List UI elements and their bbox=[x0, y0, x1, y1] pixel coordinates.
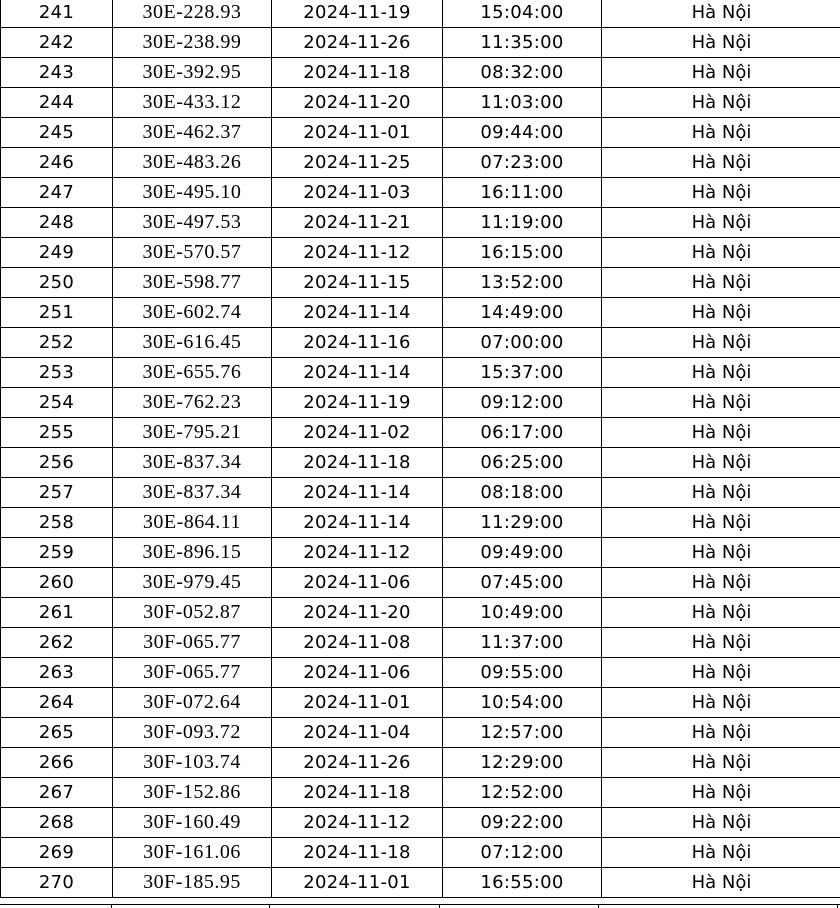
time-cell: 11:19:00 bbox=[443, 208, 602, 238]
time-cell: 14:49:00 bbox=[443, 298, 602, 328]
time-cell: 09:12:00 bbox=[443, 388, 602, 418]
date-cell: 2024-11-25 bbox=[272, 148, 443, 178]
location-cell: Hà Nội bbox=[602, 118, 840, 148]
time-cell: 12:52:00 bbox=[443, 778, 602, 808]
date-cell: 2024-11-01 bbox=[272, 688, 443, 718]
row-index-cell: 269 bbox=[1, 838, 113, 868]
date-cell: 2024-11-01 bbox=[272, 118, 443, 148]
date-cell: 2024-11-08 bbox=[272, 628, 443, 658]
location-cell: Hà Nội bbox=[602, 298, 840, 328]
date-cell: 2024-11-18 bbox=[272, 58, 443, 88]
plate-number-cell: 30E-979.45 bbox=[113, 568, 272, 598]
time-cell: 16:11:00 bbox=[443, 178, 602, 208]
table-row bbox=[1, 58, 840, 88]
location-cell: Hà Nội bbox=[602, 718, 840, 748]
time-cell: 11:35:00 bbox=[443, 28, 602, 58]
location-cell: Hà Nội bbox=[602, 658, 840, 688]
location-cell: Hà Nội bbox=[602, 868, 840, 898]
location-cell: Hà Nội bbox=[602, 328, 840, 358]
plate-number-cell: 30E-837.34 bbox=[113, 448, 272, 478]
date-cell: 2024-11-01 bbox=[272, 868, 443, 898]
plate-number-cell: 30F-185.95 bbox=[113, 868, 272, 898]
location-cell: Hà Nội bbox=[602, 178, 840, 208]
row-index-cell: 242 bbox=[1, 28, 113, 58]
plate-number-cell: 30E-896.15 bbox=[113, 538, 272, 568]
plate-number-cell: 30F-103.74 bbox=[113, 748, 272, 778]
plate-number-cell: 30E-602.74 bbox=[113, 298, 272, 328]
row-index-cell: 258 bbox=[1, 508, 113, 538]
location-cell: Hà Nội bbox=[602, 598, 840, 628]
plate-number-cell: 30E-483.26 bbox=[113, 148, 272, 178]
row-index-cell: 259 bbox=[1, 538, 113, 568]
location-cell: Hà Nội bbox=[602, 388, 840, 418]
table-row bbox=[1, 88, 840, 118]
plate-number-cell: 30E-616.45 bbox=[113, 328, 272, 358]
table-row bbox=[1, 628, 840, 658]
table-row bbox=[1, 658, 840, 688]
row-index-cell: 256 bbox=[1, 448, 113, 478]
row-index-cell: 244 bbox=[1, 88, 113, 118]
time-cell: 07:45:00 bbox=[443, 568, 602, 598]
row-index-cell: 247 bbox=[1, 178, 113, 208]
date-cell: 2024-11-06 bbox=[272, 568, 443, 598]
time-cell: 09:22:00 bbox=[443, 808, 602, 838]
table-row bbox=[1, 748, 840, 778]
location-cell: Hà Nội bbox=[602, 448, 840, 478]
row-index-cell: 261 bbox=[1, 598, 113, 628]
date-cell: 2024-11-12 bbox=[272, 538, 443, 568]
row-index-cell: 248 bbox=[1, 208, 113, 238]
date-cell: 2024-11-18 bbox=[272, 778, 443, 808]
row-index-cell: 260 bbox=[1, 568, 113, 598]
location-cell: Hà Nội bbox=[602, 208, 840, 238]
plate-number-cell: 30F-161.06 bbox=[113, 838, 272, 868]
time-cell: 09:49:00 bbox=[443, 538, 602, 568]
table-row bbox=[1, 868, 840, 898]
date-cell: 2024-11-19 bbox=[272, 388, 443, 418]
row-index-cell: 268 bbox=[1, 808, 113, 838]
row-index-cell: 250 bbox=[1, 268, 113, 298]
time-cell: 15:37:00 bbox=[443, 358, 602, 388]
row-index-cell: 254 bbox=[1, 388, 113, 418]
date-cell: 2024-11-26 bbox=[272, 748, 443, 778]
date-cell: 2024-11-03 bbox=[272, 178, 443, 208]
plate-number-cell: 30F-160.49 bbox=[113, 808, 272, 838]
row-index-cell: 253 bbox=[1, 358, 113, 388]
time-cell: 09:55:00 bbox=[443, 658, 602, 688]
location-cell: Hà Nội bbox=[602, 268, 840, 298]
date-cell: 2024-11-14 bbox=[272, 478, 443, 508]
date-cell: 2024-11-21 bbox=[272, 208, 443, 238]
table-row bbox=[1, 598, 840, 628]
time-cell: 12:57:00 bbox=[443, 718, 602, 748]
row-index-cell: 262 bbox=[1, 628, 113, 658]
plate-number-cell: 30E-462.37 bbox=[113, 118, 272, 148]
location-cell: Hà Nội bbox=[602, 238, 840, 268]
location-cell: Hà Nội bbox=[602, 508, 840, 538]
table-row bbox=[1, 178, 840, 208]
time-cell: 16:55:00 bbox=[443, 868, 602, 898]
date-cell: 2024-11-18 bbox=[272, 448, 443, 478]
plate-number-cell: 30F-052.87 bbox=[113, 598, 272, 628]
time-cell: 07:00:00 bbox=[443, 328, 602, 358]
location-cell: Hà Nội bbox=[602, 688, 840, 718]
location-cell: Hà Nội bbox=[602, 628, 840, 658]
row-index-cell: 255 bbox=[1, 418, 113, 448]
row-index-cell: 257 bbox=[1, 478, 113, 508]
table-row bbox=[1, 238, 840, 268]
table-row bbox=[1, 568, 840, 598]
table-row bbox=[1, 688, 840, 718]
time-cell: 11:03:00 bbox=[443, 88, 602, 118]
date-cell: 2024-11-12 bbox=[272, 238, 443, 268]
row-index-cell: 251 bbox=[1, 298, 113, 328]
date-cell: 2024-11-26 bbox=[272, 28, 443, 58]
date-cell: 2024-11-06 bbox=[272, 658, 443, 688]
plate-number-cell: 30E-864.11 bbox=[113, 508, 272, 538]
table-body bbox=[1, 0, 840, 898]
plate-number-cell: 30E-392.95 bbox=[113, 58, 272, 88]
location-cell: Hà Nội bbox=[602, 148, 840, 178]
row-index-cell: 245 bbox=[1, 118, 113, 148]
row-index-cell: 264 bbox=[1, 688, 113, 718]
time-cell: 09:44:00 bbox=[443, 118, 602, 148]
table-row bbox=[1, 0, 840, 28]
table-row bbox=[1, 328, 840, 358]
location-cell: Hà Nội bbox=[602, 418, 840, 448]
time-cell: 07:12:00 bbox=[443, 838, 602, 868]
plate-number-cell: 30F-093.72 bbox=[113, 718, 272, 748]
location-cell: Hà Nội bbox=[602, 478, 840, 508]
table-row bbox=[1, 508, 840, 538]
row-index-cell: 265 bbox=[1, 718, 113, 748]
row-index-cell: 267 bbox=[1, 778, 113, 808]
plate-number-cell: 30E-228.93 bbox=[113, 0, 272, 28]
date-cell: 2024-11-16 bbox=[272, 328, 443, 358]
row-index-cell: 270 bbox=[1, 868, 113, 898]
time-cell: 10:54:00 bbox=[443, 688, 602, 718]
location-cell: Hà Nội bbox=[602, 0, 840, 28]
time-cell: 11:37:00 bbox=[443, 628, 602, 658]
time-cell: 06:25:00 bbox=[443, 448, 602, 478]
date-cell: 2024-11-19 bbox=[272, 0, 443, 28]
plate-number-cell: 30F-065.77 bbox=[113, 658, 272, 688]
time-cell: 08:18:00 bbox=[443, 478, 602, 508]
table-row bbox=[1, 718, 840, 748]
location-cell: Hà Nội bbox=[602, 778, 840, 808]
table-row bbox=[1, 478, 840, 508]
date-cell: 2024-11-04 bbox=[272, 718, 443, 748]
row-index-cell: 243 bbox=[1, 58, 113, 88]
time-cell: 08:32:00 bbox=[443, 58, 602, 88]
date-cell: 2024-11-12 bbox=[272, 808, 443, 838]
date-cell: 2024-11-15 bbox=[272, 268, 443, 298]
table-row bbox=[1, 358, 840, 388]
date-cell: 2024-11-14 bbox=[272, 508, 443, 538]
row-index-cell: 249 bbox=[1, 238, 113, 268]
plate-number-cell: 30E-238.99 bbox=[113, 28, 272, 58]
plate-number-cell: 30E-495.10 bbox=[113, 178, 272, 208]
plate-number-cell: 30F-065.77 bbox=[113, 628, 272, 658]
date-cell: 2024-11-18 bbox=[272, 838, 443, 868]
date-cell: 2024-11-14 bbox=[272, 298, 443, 328]
plate-number-cell: 30E-497.53 bbox=[113, 208, 272, 238]
row-index-cell: 266 bbox=[1, 748, 113, 778]
row-index-cell: 241 bbox=[1, 0, 113, 28]
location-cell: Hà Nội bbox=[602, 538, 840, 568]
table-row bbox=[1, 538, 840, 568]
table-row bbox=[1, 838, 840, 868]
location-cell: Hà Nội bbox=[602, 748, 840, 778]
time-cell: 15:04:00 bbox=[443, 0, 602, 28]
table-row bbox=[1, 778, 840, 808]
time-cell: 06:17:00 bbox=[443, 418, 602, 448]
plate-number-cell: 30E-570.57 bbox=[113, 238, 272, 268]
table-row bbox=[1, 808, 840, 838]
date-cell: 2024-11-14 bbox=[272, 358, 443, 388]
time-cell: 07:23:00 bbox=[443, 148, 602, 178]
table-row bbox=[1, 298, 840, 328]
date-cell: 2024-11-20 bbox=[272, 598, 443, 628]
plate-number-cell: 30E-762.23 bbox=[113, 388, 272, 418]
location-cell: Hà Nội bbox=[602, 358, 840, 388]
plate-number-cell: 30E-598.77 bbox=[113, 268, 272, 298]
location-cell: Hà Nội bbox=[602, 808, 840, 838]
location-cell: Hà Nội bbox=[602, 838, 840, 868]
location-cell: Hà Nội bbox=[602, 568, 840, 598]
table-row bbox=[1, 268, 840, 298]
time-cell: 11:29:00 bbox=[443, 508, 602, 538]
plate-number-cell: 30E-795.21 bbox=[113, 418, 272, 448]
table-row bbox=[1, 28, 840, 58]
plate-number-cell: 30F-152.86 bbox=[113, 778, 272, 808]
table-row bbox=[1, 418, 840, 448]
location-cell: Hà Nội bbox=[602, 58, 840, 88]
plate-number-cell: 30E-837.34 bbox=[113, 478, 272, 508]
bottom-border bbox=[0, 904, 840, 905]
date-cell: 2024-11-02 bbox=[272, 418, 443, 448]
plate-number-cell: 30F-072.64 bbox=[113, 688, 272, 718]
location-cell: Hà Nội bbox=[602, 88, 840, 118]
date-cell: 2024-11-20 bbox=[272, 88, 443, 118]
table-row bbox=[1, 148, 840, 178]
time-cell: 10:49:00 bbox=[443, 598, 602, 628]
table-row bbox=[1, 208, 840, 238]
row-index-cell: 263 bbox=[1, 658, 113, 688]
time-cell: 13:52:00 bbox=[443, 268, 602, 298]
table-row bbox=[1, 388, 840, 418]
time-cell: 16:15:00 bbox=[443, 238, 602, 268]
table-row bbox=[1, 448, 840, 478]
plate-number-cell: 30E-655.76 bbox=[113, 358, 272, 388]
row-index-cell: 252 bbox=[1, 328, 113, 358]
location-cell: Hà Nội bbox=[602, 28, 840, 58]
time-cell: 12:29:00 bbox=[443, 748, 602, 778]
row-index-cell: 246 bbox=[1, 148, 113, 178]
table-row bbox=[1, 118, 840, 148]
plate-number-cell: 30E-433.12 bbox=[113, 88, 272, 118]
